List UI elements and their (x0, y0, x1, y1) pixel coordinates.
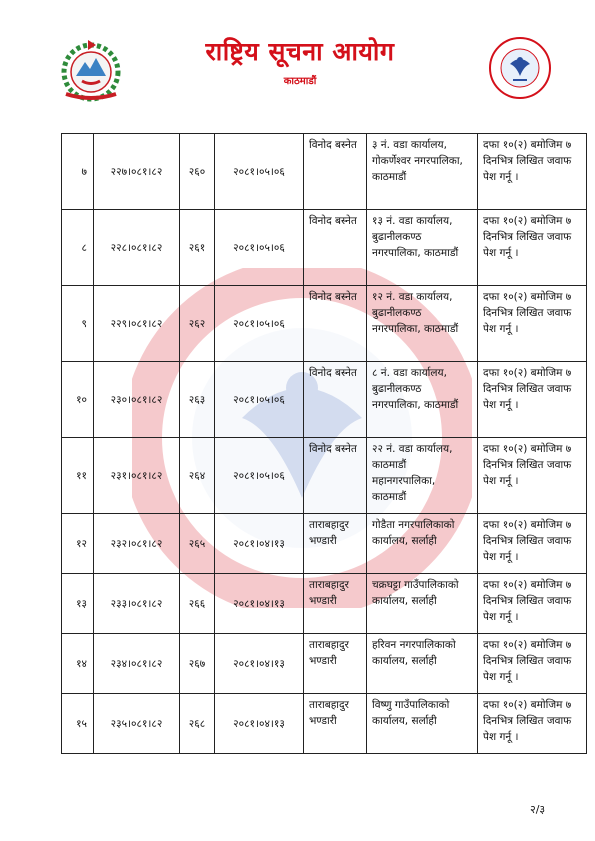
respondent-office-cell: विष्णु गाउँपालिकाको कार्यालय, सर्लाही (367, 694, 478, 754)
appeal-number-cell: २६० (180, 134, 215, 210)
order-text-cell: दफा १०(२) बमोजिम ७ दिनभित्र लिखित जवाफ पेश गर्नू । (478, 514, 587, 574)
order-text-cell: दफा १०(२) बमोजिम ७ दिनभित्र लिखित जवाफ पेश गर्नू । (478, 286, 587, 362)
decision-date-cell: २०८१।०५।०६ (215, 210, 304, 286)
registration-number-cell: २२८।०८१।८२ (94, 210, 180, 286)
table-row (62, 634, 587, 694)
appellant-name-cell: विनोद बस्नेत (304, 362, 367, 438)
registration-number-cell: २२९।०८१।८२ (94, 286, 180, 362)
registration-number-cell: २३०।०८१।८२ (94, 362, 180, 438)
order-text-cell: दफा १०(२) बमोजिम ७ दिनभित्र लिखित जवाफ पेश गर्नू । (478, 134, 587, 210)
appellant-name-cell: विनोद बस्नेत (304, 210, 367, 286)
decision-date-cell: २०८१।०४।१३ (215, 574, 304, 634)
decision-date-cell: २०८१।०५।०६ (215, 362, 304, 438)
order-text-cell: दफा १०(२) बमोजिम ७ दिनभित्र लिखित जवाफ पेश गर्नू । (478, 210, 587, 286)
document-header (0, 0, 595, 110)
appeal-number-cell: २६१ (180, 210, 215, 286)
appellant-name-cell: ताराबहादुर भण्डारी (304, 514, 367, 574)
registration-number-cell: २२७।०८१।८२ (94, 134, 180, 210)
serial-number-cell: १३ (62, 574, 94, 634)
respondent-office-cell: गोडैता नगरपालिकाको कार्यालय, सर्लाही (367, 514, 478, 574)
registration-number-cell: २३५।०८१।८२ (94, 694, 180, 754)
decision-date-cell: २०८१।०४।१३ (215, 514, 304, 574)
table-row (62, 362, 587, 438)
table-row (62, 694, 587, 754)
appeal-number-cell: २६७ (180, 634, 215, 694)
respondent-office-cell: चक्रघट्टा गाउँपालिकाको कार्यालय, सर्लाही (367, 574, 478, 634)
records-table (61, 133, 587, 754)
serial-number-cell: १४ (62, 634, 94, 694)
appeal-number-cell: २६४ (180, 438, 215, 514)
appellant-name-cell: ताराबहादुर भण्डारी (304, 634, 367, 694)
respondent-office-cell: हरिवन नगरपालिकाको कार्यालय, सर्लाही (367, 634, 478, 694)
appeal-number-cell: २६६ (180, 574, 215, 634)
respondent-office-cell: ८ नं. वडा कार्यालय, बुढानीलकण्ठ नगरपालिका, काठमाडौं (367, 362, 478, 438)
page-subtitle: काठमाडौं (283, 76, 317, 87)
order-text-cell: दफा १०(२) बमोजिम ७ दिनभित्र लिखित जवाफ पेश गर्नू । (478, 362, 587, 438)
nepal-emblem-icon (52, 36, 130, 102)
respondent-office-cell: ३ नं. वडा कार्यालय, गोकर्णेश्वर नगरपालिका, काठमाडौं (367, 134, 478, 210)
appellant-name-cell: विनोद बस्नेत (304, 134, 367, 210)
table-row (62, 286, 587, 362)
serial-number-cell: १५ (62, 694, 94, 754)
registration-number-cell: २३२।०८१।८२ (94, 514, 180, 574)
serial-number-cell: ७ (62, 134, 94, 210)
appellant-name-cell: विनोद बस्नेत (304, 286, 367, 362)
registration-number-cell: २३१।०८१।८२ (94, 438, 180, 514)
table-row (62, 514, 587, 574)
appeal-number-cell: २६३ (180, 362, 215, 438)
respondent-office-cell: १२ नं. वडा कार्यालय, बुढानीलकण्ठ नगरपालिका, काठमाडौं (367, 286, 478, 362)
appellant-name-cell: विनोद बस्नेत (304, 438, 367, 514)
serial-number-cell: १० (62, 362, 94, 438)
decision-date-cell: २०८१।०५।०६ (215, 438, 304, 514)
registration-number-cell: २३४।०८१।८२ (94, 634, 180, 694)
order-text-cell: दफा १०(२) बमोजिम ७ दिनभित्र लिखित जवाफ पेश गर्नू । (478, 694, 587, 754)
table-row (62, 210, 587, 286)
serial-number-cell: ८ (62, 210, 94, 286)
order-text-cell: दफा १०(२) बमोजिम ७ दिनभित्र लिखित जवाफ पेश गर्नू । (478, 438, 587, 514)
respondent-office-cell: १३ नं. वडा कार्यालय, बुढानीलकण्ठ नगरपालिका, काठमाडौं (367, 210, 478, 286)
appellant-name-cell: ताराबहादुर भण्डारी (304, 694, 367, 754)
serial-number-cell: ११ (62, 438, 94, 514)
registration-number-cell: २३३।०८१।८२ (94, 574, 180, 634)
table-row (62, 574, 587, 634)
decision-date-cell: २०८१।०४।१३ (215, 634, 304, 694)
appeal-number-cell: २६२ (180, 286, 215, 362)
decision-date-cell: २०८१।०५।०६ (215, 286, 304, 362)
appeal-number-cell: २६५ (180, 514, 215, 574)
table-row (62, 438, 587, 514)
decision-date-cell: २०८१।०४।१३ (215, 694, 304, 754)
page-title: राष्ट्रिय सूचना आयोग (205, 37, 395, 66)
serial-number-cell: १२ (62, 514, 94, 574)
respondent-office-cell: २२ नं. वडा कार्यालय, काठमाडौं महानगरपालिका, काठमाडौं (367, 438, 478, 514)
order-text-cell: दफा १०(२) बमोजिम ७ दिनभित्र लिखित जवाफ पेश गर्नू । (478, 574, 587, 634)
page-number: २/३ (530, 803, 546, 816)
order-text-cell: दफा १०(२) बमोजिम ७ दिनभित्र लिखित जवाफ पेश गर्नू । (478, 634, 587, 694)
decision-date-cell: २०८१।०५।०६ (215, 134, 304, 210)
appeal-number-cell: २६८ (180, 694, 215, 754)
table-row (62, 134, 587, 210)
serial-number-cell: ९ (62, 286, 94, 362)
appellant-name-cell: ताराबहादुर भण्डारी (304, 574, 367, 634)
commission-seal-icon (488, 36, 552, 100)
